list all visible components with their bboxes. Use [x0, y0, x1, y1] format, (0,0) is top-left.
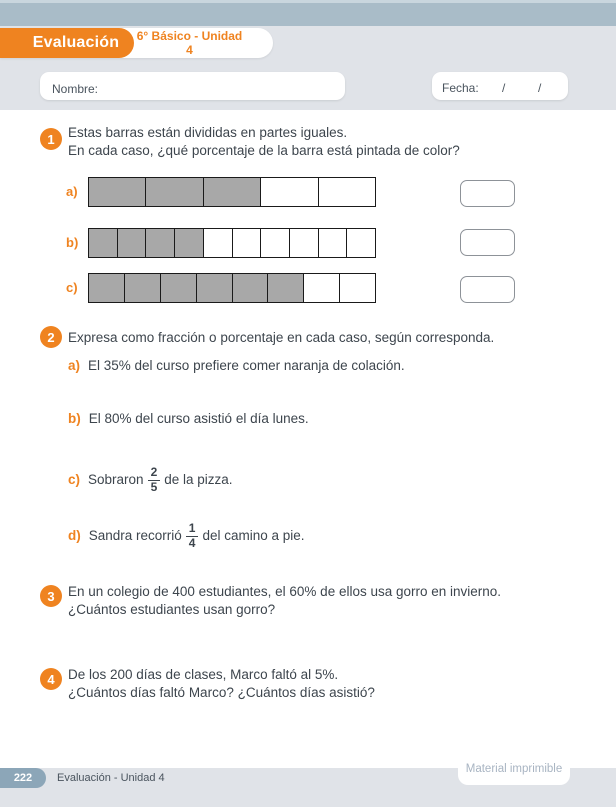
- question-2-item-c: [68, 466, 233, 495]
- bar-a-label: a): [66, 184, 78, 199]
- question-4-text: [68, 666, 598, 702]
- answer-box-c[interactable]: [460, 276, 515, 303]
- question-3-text: [68, 583, 598, 619]
- bar-cell: [89, 178, 146, 206]
- bar-cell: [261, 178, 318, 206]
- bar-c: [88, 273, 376, 303]
- question-1-text: [68, 124, 598, 160]
- bar-cell: [146, 229, 175, 257]
- fraction-two-fifths: [148, 466, 161, 495]
- unit-subtitle: 6° Básico - Unidad 4: [136, 29, 243, 57]
- name-field[interactable]: [40, 72, 345, 100]
- bar-cell: [161, 274, 197, 302]
- item-b-text: El 80% del curso asistió el día lunes.: [88, 411, 309, 426]
- fraction-denominator: 5: [148, 480, 161, 495]
- item-d-pre: Sandra recorrió: [88, 527, 182, 543]
- question-3-line1: En un colegio de 400 estudiantes, el 60% de ellos usa gorro en invierno.: [68, 584, 502, 599]
- bar-cell: [146, 178, 203, 206]
- item-c-post: de la pizza.: [164, 471, 233, 487]
- question-3-line2: ¿Cuántos estudiantes usan gorro?: [68, 602, 276, 617]
- bar-cell: [89, 274, 125, 302]
- question-1-number: 1: [40, 128, 62, 150]
- question-4-line1: De los 200 días de clases, Marco faltó al 5%.: [68, 667, 339, 682]
- fraction-denominator: 4: [186, 536, 199, 551]
- bar-cell: [347, 229, 375, 257]
- bar-a: [88, 177, 376, 207]
- bar-cell: [233, 229, 262, 257]
- bar-cell: [319, 178, 375, 206]
- answer-box-b[interactable]: [460, 229, 515, 256]
- bar-b: [88, 228, 376, 258]
- bar-c-label: c): [66, 280, 78, 295]
- question-3-number: 3: [40, 585, 62, 607]
- bar-cell: [319, 229, 348, 257]
- bar-cell: [233, 274, 269, 302]
- bar-b-label: b): [66, 235, 79, 250]
- question-4-number: 4: [40, 668, 62, 690]
- footer-unit-label: Evaluación - Unidad 4: [57, 772, 165, 784]
- question-1-line1: Estas barras están divididas en partes iguales.: [68, 125, 348, 140]
- bar-cell: [89, 229, 118, 257]
- date-separator: /: [502, 81, 506, 95]
- item-c-pre: Sobraron: [88, 471, 144, 487]
- question-2-number: 2: [40, 326, 62, 348]
- header-title-group: [0, 28, 273, 58]
- item-d-post: del camino a pie.: [202, 527, 305, 543]
- bar-cell: [290, 229, 319, 257]
- bar-cell: [118, 229, 147, 257]
- question-2-item-a: [68, 358, 405, 373]
- bar-cell: [268, 274, 304, 302]
- question-2-item-d: [68, 522, 305, 551]
- evaluation-badge: Evaluación: [0, 28, 134, 58]
- date-label: Fecha:: [442, 81, 479, 95]
- page-number-badge: 222: [0, 768, 46, 788]
- fraction-numerator: 2: [150, 465, 158, 479]
- answer-box-a[interactable]: [460, 180, 515, 207]
- bar-cell: [261, 229, 290, 257]
- bar-cell: [197, 274, 233, 302]
- bar-cell: [204, 229, 233, 257]
- item-a-text: El 35% del curso prefiere comer naranja de colación.: [88, 358, 405, 373]
- top-band: [0, 0, 616, 26]
- fraction-one-fourth: [186, 522, 199, 551]
- date-field[interactable]: [432, 72, 568, 100]
- item-c-label: c): [68, 471, 81, 487]
- fraction-numerator: 1: [188, 521, 196, 535]
- header-panel: [0, 26, 616, 110]
- item-b-label: b): [68, 411, 81, 426]
- question-1-line2: En cada caso, ¿qué porcentaje de la barra está pintada de color?: [68, 143, 460, 158]
- item-d-label: d): [68, 527, 81, 543]
- bar-cell: [204, 178, 261, 206]
- bar-cell: [304, 274, 340, 302]
- question-4-line2: ¿Cuántos días faltó Marco? ¿Cuántos días asistió?: [68, 685, 375, 700]
- question-2-prompt: Expresa como fracción o porcentaje en cada caso, según corresponda.: [68, 330, 495, 345]
- name-label: Nombre:: [52, 82, 99, 96]
- bar-cell: [340, 274, 375, 302]
- bar-cell: [125, 274, 161, 302]
- printable-material-button[interactable]: Material imprimible: [458, 753, 570, 785]
- question-2-item-b: [68, 411, 309, 426]
- item-a-label: a): [68, 358, 81, 373]
- bar-cell: [175, 229, 204, 257]
- date-separator: /: [538, 81, 542, 95]
